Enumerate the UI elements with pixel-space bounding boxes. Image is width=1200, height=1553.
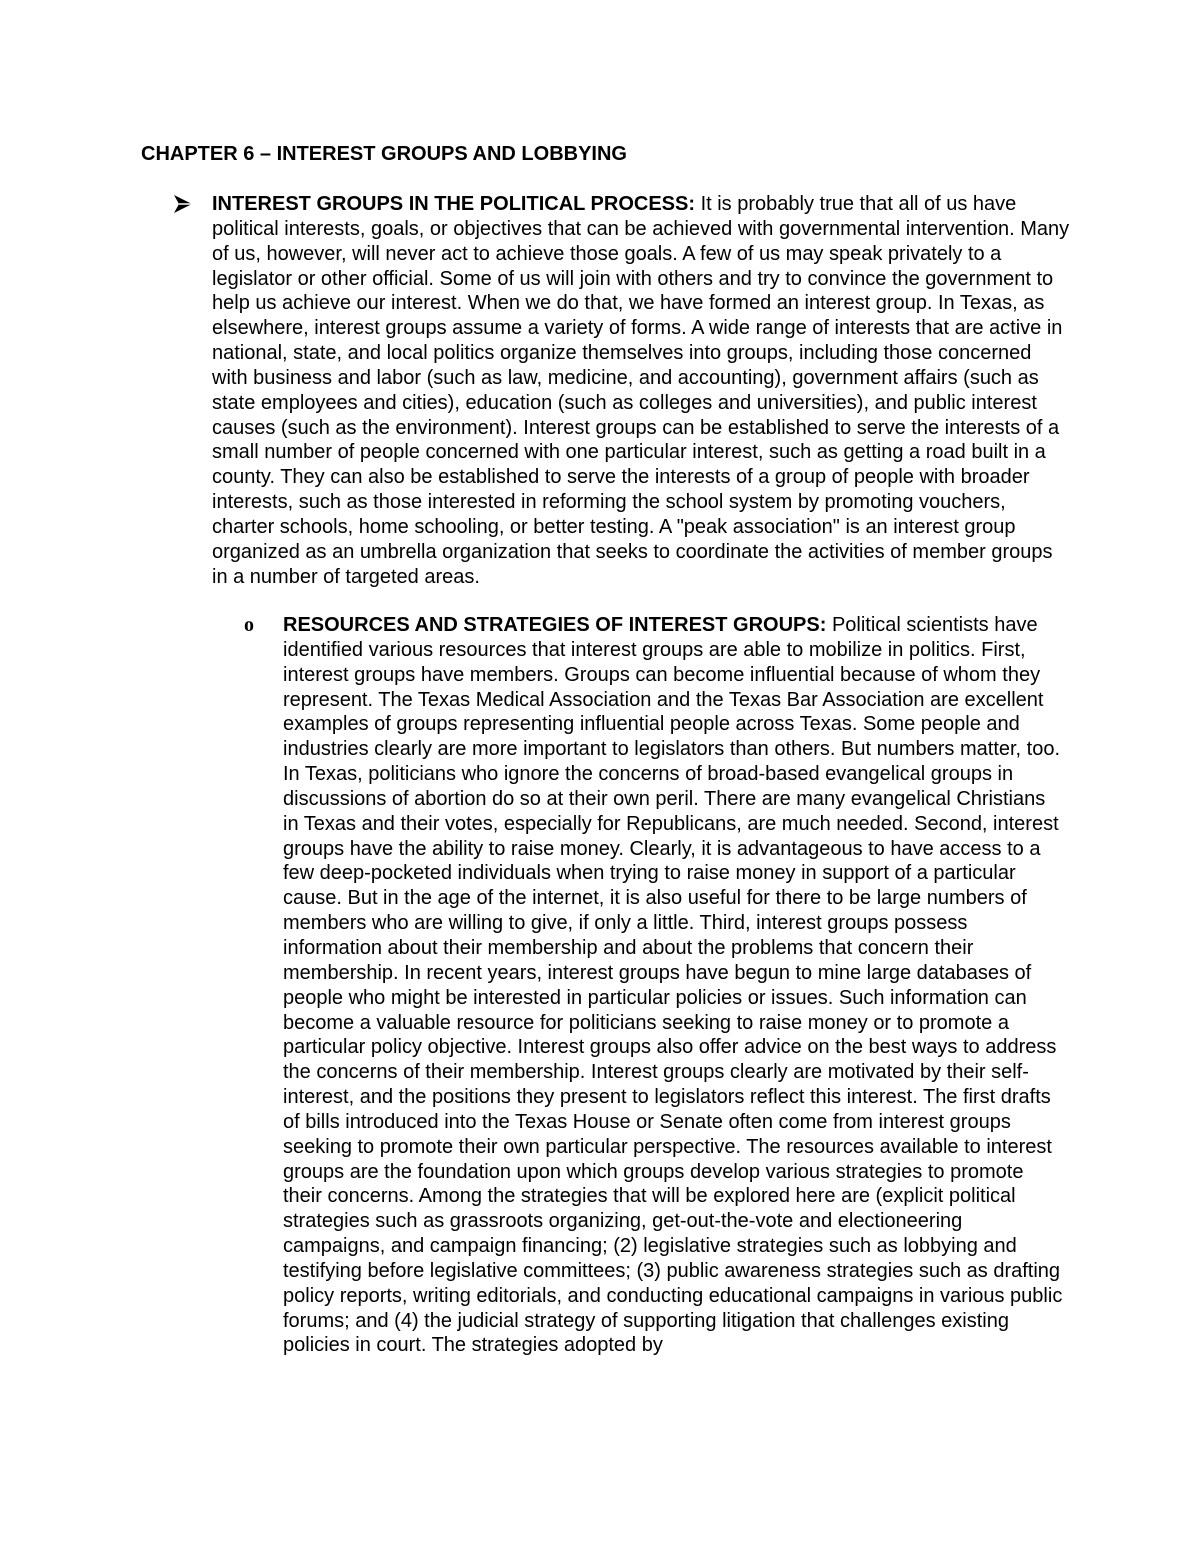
chapter-title: CHAPTER 6 – INTEREST GROUPS AND LOBBYING <box>141 143 627 165</box>
section-paragraph <box>212 192 1072 590</box>
section-body: It is probably true that all of us have political interests, goals, or objectives that can be achieved with governmental intervention. Many of us, however, will never act to achieve those goals. A few of us may speak privately to a legislator or other official. Some of us will join with others and try to convince the government to help us achieve our interest. When we do that, we have formed an interest group. In Texas, as elsewhere, interest groups assume a variety of forms. A wide range of interests that are active in national, state, and local politics organize themselves into groups, including those concerned with business and labor (such as law, medicine, and accounting), government affairs (such as state employees and cities), education (such as colleges and universities), and public interest causes (such as the environment). Interest groups can be established to serve the interests of a small number of people concerned with one particular interest, such as getting a road built in a county. They can also be established to serve the interests of a group of people with broader interests, such as those interested in reforming the school system by promoting vouchers, charter schools, home schooling, or better testing. A "peak association" is an interest group organized as an umbrella organization that seeks to coordinate the activities of member groups in a number of targeted areas. <box>212 193 1070 588</box>
arrow-bullet-icon <box>172 194 194 214</box>
section-heading: INTEREST GROUPS IN THE POLITICAL PROCESS: <box>212 193 696 215</box>
circle-bullet-icon: o <box>244 614 254 636</box>
subsection-heading: RESOURCES AND STRATEGIES OF INTEREST GROUPS: <box>283 614 827 636</box>
subsection-body: Political scientists have identified various resources that interest groups are able to mobilize in politics. First, interest groups have members. Groups can become influential because of whom they represent. The Texas Medical Association and the Texas Bar Association are excellent examples of groups representing influential people across Texas. Some people and industries clearly are more important to legislators than others. But numbers matter, too. In Texas, politicians who ignore the concerns of broad-based evangelical groups in discussions of abortion do so at their own peril. There are many evangelical Christians in Texas and their votes, especially for Republicans, are much needed. Second, interest groups have the ability to raise money. Clearly, it is advantageous to have access to a few deep-pocketed individuals when trying to raise money in support of a particular cause. But in the age of the internet, it is also useful for there to be large numbers of members who are willing to give, if only a little. Third, interest groups possess information about their membership and about the problems that concern their membership. In recent years, interest groups have begun to mine large databases of people who might be interested in particular policies or issues. Such information can become a valuable resource for politicians seeking to raise money or to promote a particular policy objective. Interest groups also offer advice on the best ways to address the concerns of their membership. Interest groups clearly are motivated by their self-interest, and the positions they present to legislators reflect this interest. The first drafts of bills introduced into the Texas House or Senate often come from interest groups seeking to promote their own particular perspective. The resources available to interest groups are the foundation upon which groups develop various strategies to promote their concerns. Among the strategies that will be explored here are (explicit political strategies such as grassroots organizing, get-out-the-vote and electioneering campaigns, and campaign financing; (2) legislative strategies such as lobbying and testifying before legislative committees; (3) public awareness strategies such as drafting policy reports, writing editorials, and conducting educational campaigns in various public forums; and (4) the judicial strategy of supporting litigation that challenges existing policies in court. The strategies adopted by <box>283 614 1063 1357</box>
subsection-paragraph <box>283 613 1064 1358</box>
